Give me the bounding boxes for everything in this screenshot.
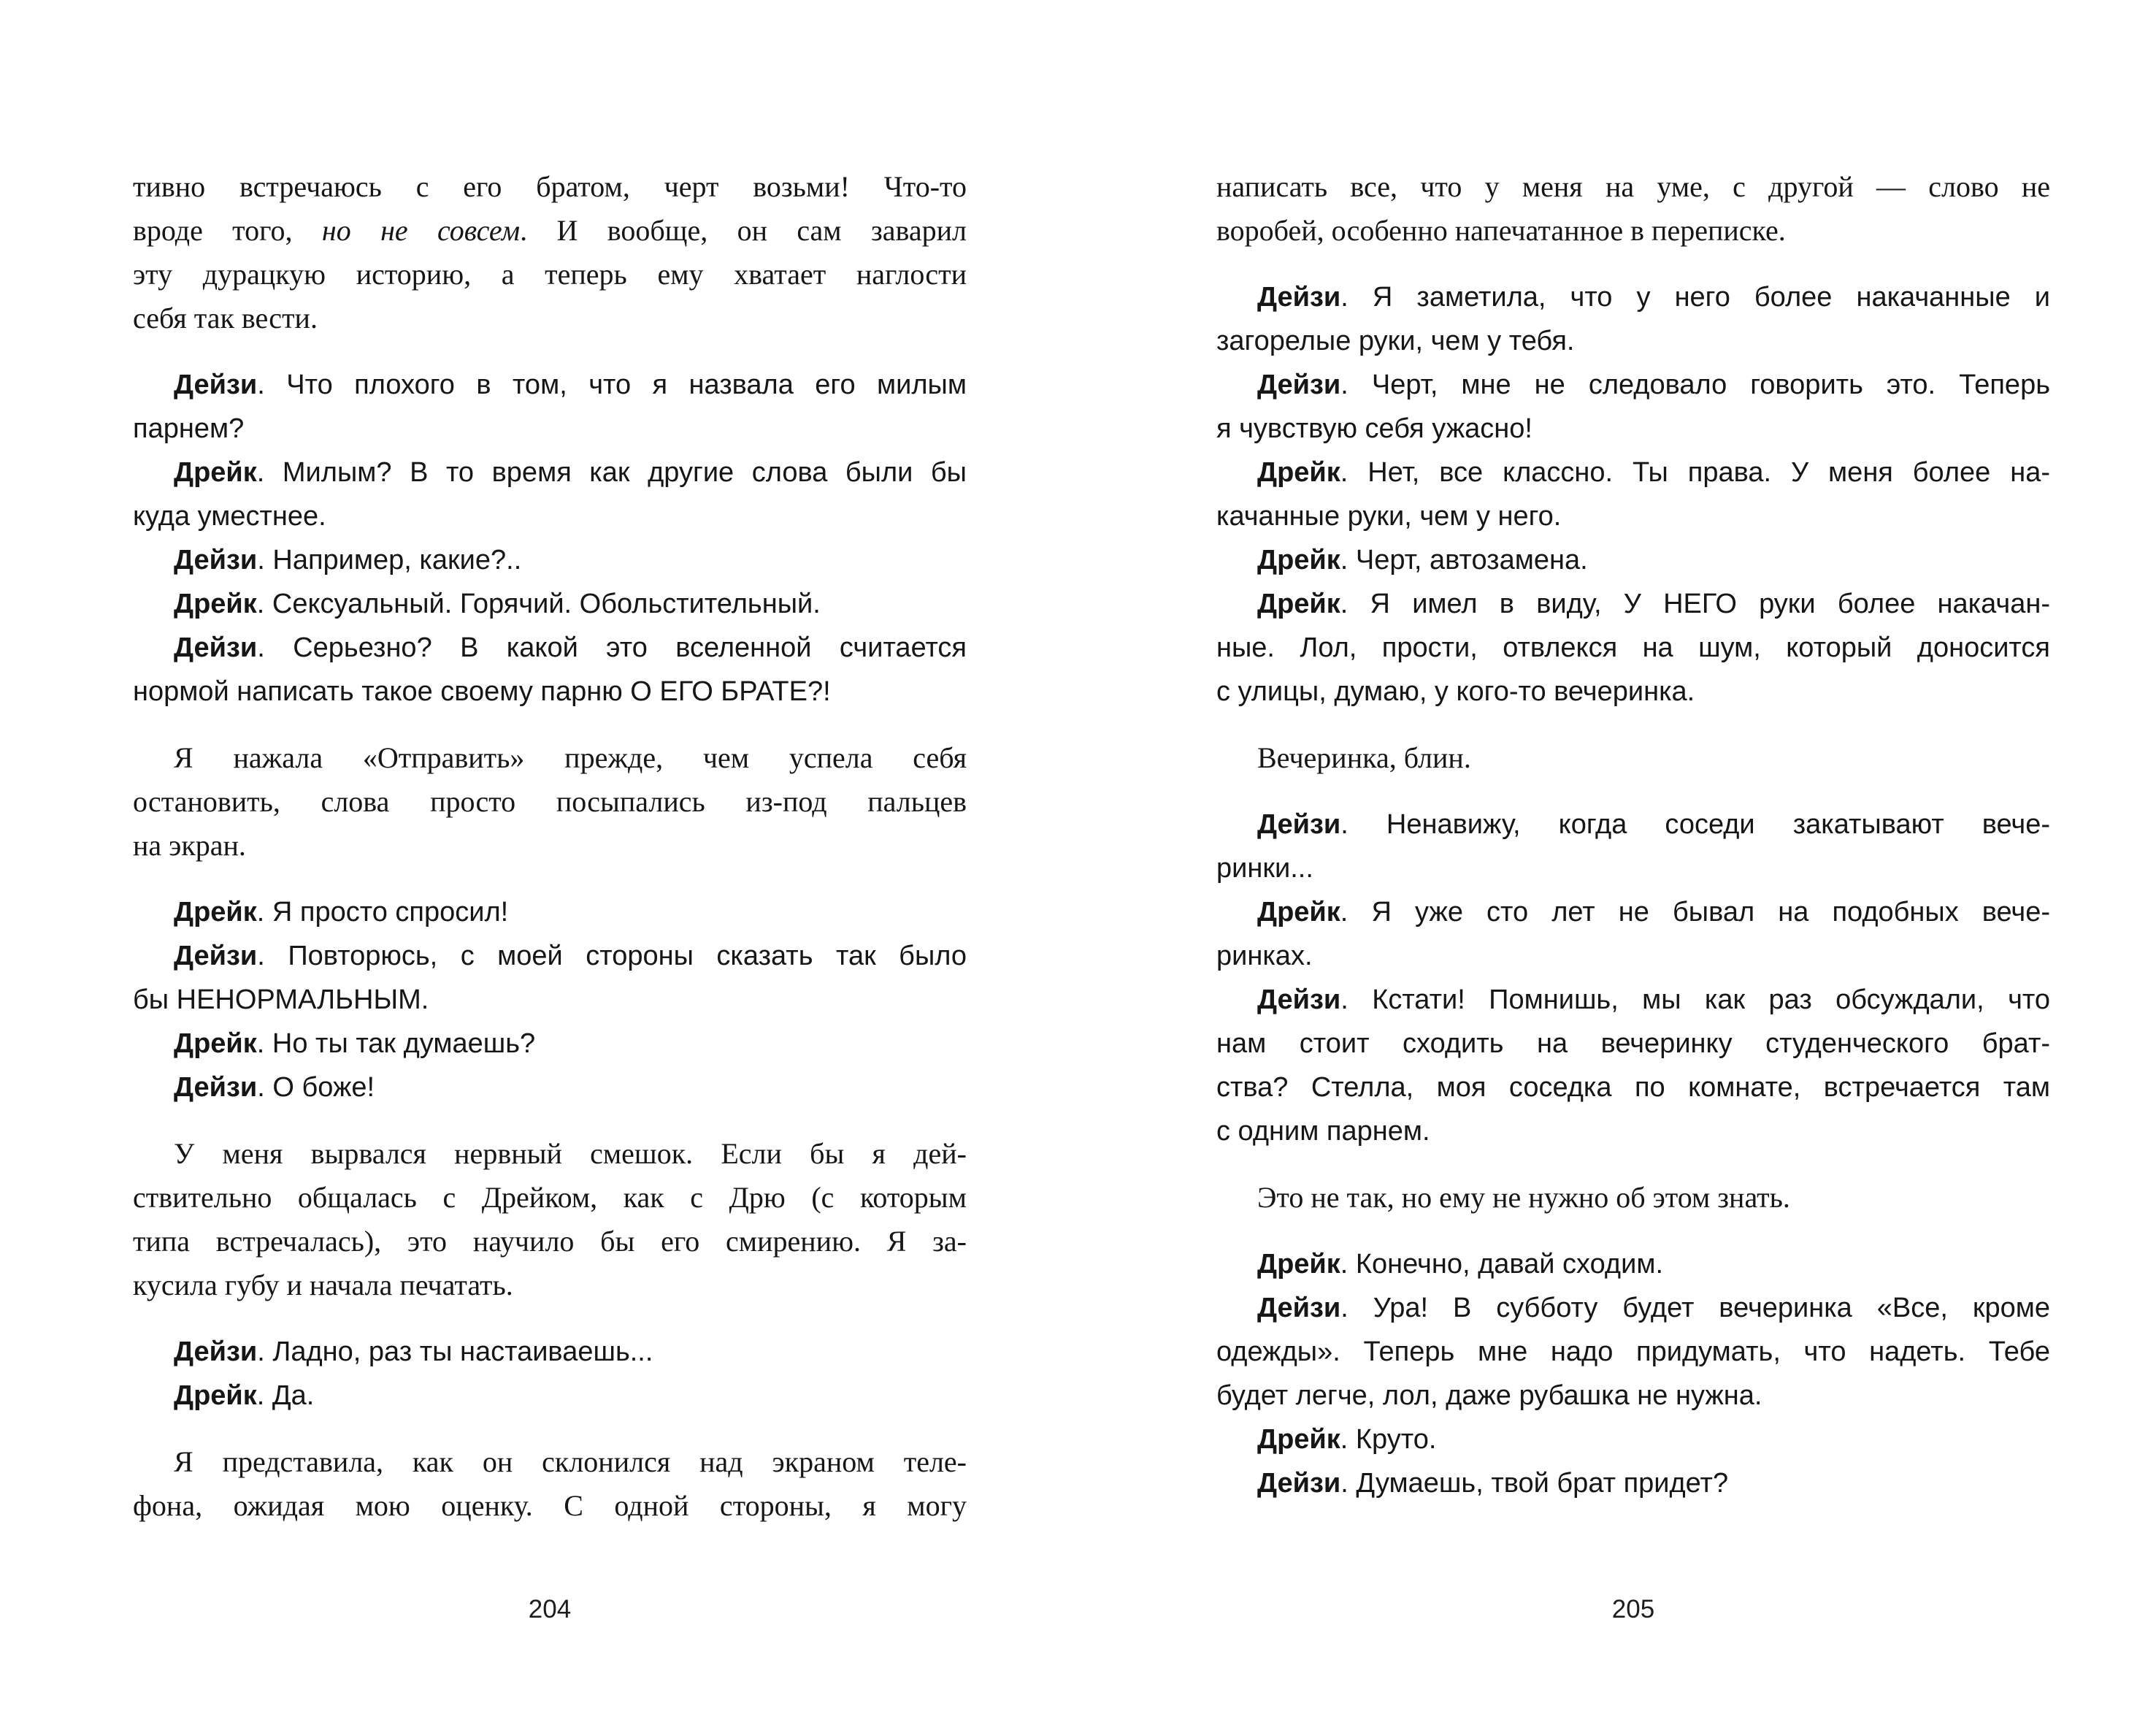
text-line <box>1216 319 2050 363</box>
dialog-paragraph <box>1216 363 2050 451</box>
text-line <box>1216 803 2050 846</box>
text-line <box>1216 1109 2050 1153</box>
text-line <box>1216 1286 2050 1330</box>
text-line <box>133 978 967 1022</box>
text-segment: . Я заметила, что у него более накачанные и <box>1340 282 2050 313</box>
speaker-name: Дрейк <box>1257 897 1340 927</box>
dialog-paragraph <box>1216 890 2050 978</box>
dialog-paragraph <box>133 626 967 714</box>
text-line <box>1216 1330 2050 1374</box>
text-segment: . Ладно, раз ты настаиваешь... <box>257 1336 653 1367</box>
narration-block <box>1216 1176 2050 1220</box>
dialog-paragraph <box>133 1330 967 1374</box>
text-segment: одежды». Теперь мне надо придумать, что надеть. Тебе <box>1216 1336 2050 1367</box>
text-segment: . Например, какие?.. <box>257 545 522 575</box>
text-segment: Вечеринка, блин. <box>1257 741 1471 774</box>
text-area <box>1216 0 2050 1505</box>
text-line <box>1216 363 2050 407</box>
speaker-name: Дрейк <box>174 589 257 619</box>
text-line <box>1216 209 2050 253</box>
text-line <box>133 1176 967 1220</box>
narration-block <box>133 736 967 868</box>
text-segment: ные. Лол, прости, отвлекся на шум, который доносится <box>1216 632 2050 663</box>
text-segment: ринки... <box>1216 853 1313 884</box>
text-area <box>133 0 967 1528</box>
text-line <box>133 890 967 934</box>
speaker-name: Дейзи <box>174 1336 258 1367</box>
text-segment: . Я имел в виду, У НЕГО руки более накачан- <box>1340 589 2050 619</box>
dialog-paragraph <box>1216 538 2050 582</box>
text-line <box>1216 1176 2050 1220</box>
text-line <box>133 1374 967 1418</box>
narration-paragraph <box>133 165 967 340</box>
text-segment: . Серьезно? В какой это вселенной считается <box>257 632 967 663</box>
text-line <box>1216 1418 2050 1461</box>
speaker-name: Дейзи <box>1257 370 1341 400</box>
text-line <box>1216 538 2050 582</box>
text-segment: парнем? <box>133 413 245 444</box>
text-line <box>133 1484 967 1528</box>
speaker-name: Дейзи <box>174 941 258 971</box>
dialog-paragraph <box>133 934 967 1022</box>
narration-paragraph <box>133 736 967 868</box>
speaker-name: Дейзи <box>1257 1293 1341 1323</box>
text-segment: . Что плохого в том, что я назвала его милым <box>257 370 967 400</box>
text-line <box>133 451 967 494</box>
text-line <box>1216 451 2050 494</box>
speaker-name: Дрейк <box>1257 545 1340 575</box>
narration-block <box>133 1132 967 1307</box>
text-segment: куда уместнее. <box>133 501 326 532</box>
dialog-block <box>133 890 967 1109</box>
text-line <box>1216 670 2050 714</box>
text-line <box>133 1022 967 1066</box>
text-segment: качанные руки, чем у него. <box>1216 501 1562 532</box>
text-line <box>133 1220 967 1263</box>
text-segment: Это не так, но ему не нужно об этом знать. <box>1257 1181 1790 1214</box>
text-segment: я чувствую себя ужасно! <box>1216 413 1532 444</box>
text-segment: с одним парнем. <box>1216 1116 1430 1147</box>
speaker-name: Дейзи <box>1257 282 1341 313</box>
text-segment: . Повторюсь, с моей стороны сказать так было <box>257 941 967 971</box>
dialog-paragraph <box>133 363 967 451</box>
text-line <box>133 582 967 626</box>
text-line <box>133 407 967 451</box>
text-segment: . Ура! В субботу будет вечеринка «Все, кроме <box>1340 1293 2050 1323</box>
text-line <box>133 538 967 582</box>
text-segment: . Конечно, давай сходим. <box>1340 1249 1664 1280</box>
text-segment: загорелые руки, чем у тебя. <box>1216 326 1575 356</box>
text-segment: типа встречалась), это научило бы его смирению. Я за- <box>133 1225 967 1258</box>
dialog-block <box>1216 275 2050 714</box>
text-line <box>1216 736 2050 780</box>
text-line <box>1216 407 2050 451</box>
text-line <box>1216 1461 2050 1505</box>
text-line <box>133 209 967 253</box>
text-line <box>1216 582 2050 626</box>
narration-block <box>133 1440 967 1528</box>
text-segment: Я представила, как он склонился над экраном теле- <box>174 1445 967 1478</box>
text-line <box>133 494 967 538</box>
dialog-paragraph <box>133 1022 967 1066</box>
text-line <box>133 626 967 670</box>
text-line <box>1216 1374 2050 1418</box>
text-line <box>133 165 967 209</box>
narration-paragraph <box>133 1440 967 1528</box>
text-line <box>1216 890 2050 934</box>
dialog-paragraph <box>1216 1461 2050 1505</box>
text-segment: ринках. <box>1216 941 1313 971</box>
narration-block <box>1216 736 2050 780</box>
dialog-paragraph <box>1216 1242 2050 1286</box>
text-segment: кусила губу и начала печатать. <box>133 1269 513 1301</box>
text-line <box>1216 626 2050 670</box>
page-number: 205 <box>1611 1595 1655 1623</box>
narration-paragraph <box>1216 736 2050 780</box>
text-line <box>1216 1022 2050 1066</box>
dialog-paragraph <box>1216 1286 2050 1418</box>
text-segment: . Думаешь, твой брат придет? <box>1340 1468 1729 1499</box>
text-segment: будет легче, лол, даже рубашка не нужна. <box>1216 1380 1762 1411</box>
text-segment: себя так вести. <box>133 302 318 334</box>
text-segment: . Нет, все классно. Ты права. У меня более на- <box>1340 457 2050 488</box>
page-204 <box>133 0 967 1725</box>
text-line <box>1216 1242 2050 1286</box>
text-line <box>133 1066 967 1109</box>
dialog-paragraph <box>133 451 967 538</box>
speaker-name: Дейзи <box>174 370 258 400</box>
speaker-name: Дрейк <box>1257 457 1340 488</box>
dialog-paragraph <box>1216 451 2050 538</box>
speaker-name: Дрейк <box>174 1028 257 1059</box>
text-line <box>1216 978 2050 1022</box>
dialog-paragraph <box>1216 275 2050 363</box>
text-segment: . Милым? В то время как другие слова были бы <box>256 457 967 488</box>
page-number: 204 <box>528 1595 572 1623</box>
narration-block <box>133 165 967 340</box>
speaker-name: Дрейк <box>174 1380 257 1411</box>
dialog-block <box>133 363 967 714</box>
text-segment: написать все, что у меня на уме, с другой — слово не <box>1216 170 2050 203</box>
speaker-name: Дрейк <box>1257 1424 1340 1455</box>
text-line <box>133 934 967 978</box>
text-line <box>133 670 967 714</box>
text-line <box>133 363 967 407</box>
text-line <box>133 1330 967 1374</box>
dialog-paragraph <box>133 890 967 934</box>
speaker-name: Дейзи <box>174 632 258 663</box>
text-line <box>133 297 967 340</box>
text-line <box>133 736 967 780</box>
speaker-name: Дрейк <box>1257 589 1340 619</box>
text-line <box>133 824 967 868</box>
speaker-name: Дейзи <box>1257 809 1341 840</box>
text-segment: на экран. <box>133 829 246 862</box>
text-segment: . Круто. <box>1340 1424 1437 1455</box>
text-segment: . Я просто спросил! <box>256 897 509 927</box>
dialog-block <box>133 1330 967 1418</box>
text-line <box>133 1440 967 1484</box>
dialog-paragraph <box>133 1374 967 1418</box>
text-segment: бы НЕНОРМАЛЬНЫМ. <box>133 984 429 1015</box>
speaker-name: Дрейк <box>174 897 257 927</box>
text-line <box>1216 934 2050 978</box>
narration-block <box>1216 165 2050 253</box>
text-segment: эту дурацкую историю, а теперь ему хватает наглости <box>133 258 967 291</box>
text-segment: . Ненавижу, когда соседи закатывают вече- <box>1340 809 2050 840</box>
dialog-block <box>1216 1242 2050 1505</box>
text-line <box>133 1263 967 1307</box>
text-segment: . Да. <box>256 1380 315 1411</box>
text-segment: Я нажала «Отправить» прежде, чем успела себя <box>174 741 967 774</box>
text-segment: . Черт, автозамена. <box>1340 545 1588 575</box>
dialog-paragraph <box>133 582 967 626</box>
page-205 <box>1216 0 2050 1725</box>
speaker-name: Дрейк <box>1257 1249 1340 1280</box>
text-segment: с улицы, думаю, у кого-то вечеринка. <box>1216 676 1695 707</box>
text-line <box>1216 494 2050 538</box>
text-segment: тивно встречаюсь с его братом, черт возьми! Что-то <box>133 170 967 203</box>
text-segment: воробей, особенно напечатанное в переписке. <box>1216 214 1786 247</box>
dialog-paragraph <box>1216 978 2050 1153</box>
text-segment: нормой написать такое своему парню О ЕГО БРАТЕ?! <box>133 676 831 707</box>
text-segment: . Но ты так думаешь? <box>256 1028 536 1059</box>
dialog-paragraph <box>1216 1418 2050 1461</box>
speaker-name: Дейзи <box>1257 1468 1341 1499</box>
text-line <box>133 1132 967 1176</box>
dialog-paragraph <box>1216 582 2050 714</box>
dialog-block <box>1216 803 2050 1153</box>
italic-phrase: но не совсем <box>321 214 521 247</box>
text-line <box>1216 1066 2050 1109</box>
speaker-name: Дейзи <box>174 1072 258 1103</box>
text-segment: ства? Стелла, моя соседка по комнате, встречается там <box>1216 1072 2050 1103</box>
text-line <box>133 253 967 297</box>
text-segment: остановить, слова просто посыпались из-под пальцев <box>133 785 967 818</box>
text-segment: . О боже! <box>257 1072 375 1103</box>
narration-paragraph <box>1216 1176 2050 1220</box>
text-line <box>1216 846 2050 890</box>
text-line <box>133 780 967 824</box>
speaker-name: Дрейк <box>174 457 257 488</box>
narration-paragraph <box>133 1132 967 1307</box>
dialog-paragraph <box>133 1066 967 1109</box>
text-segment: нам стоит сходить на вечеринку студенческого брат- <box>1216 1028 2050 1059</box>
dialog-paragraph <box>1216 803 2050 890</box>
dialog-paragraph <box>133 538 967 582</box>
text-line <box>1216 165 2050 209</box>
text-segment: . Кстати! Помнишь, мы как раз обсуждали, что <box>1340 984 2050 1015</box>
narration-paragraph <box>1216 165 2050 253</box>
text-segment: вроде того, <box>133 214 322 247</box>
text-segment: . Сексуальный. Горячий. Обольстительный. <box>256 589 821 619</box>
speaker-name: Дейзи <box>1257 984 1341 1015</box>
speaker-name: Дейзи <box>174 545 258 575</box>
text-segment: . И вообще, он сам заварил <box>520 214 967 247</box>
text-segment: У меня вырвался нервный смешок. Если бы я дей- <box>174 1137 967 1170</box>
text-segment: ствительно общалась с Дрейком, как с Дрю (с которым <box>133 1181 967 1214</box>
text-line <box>1216 275 2050 319</box>
text-segment: . Я уже сто лет не бывал на подобных вече- <box>1340 897 2050 927</box>
text-segment: фона, ожидая мою оценку. С одной стороны, я могу <box>133 1489 967 1522</box>
text-segment: . Черт, мне не следовало говорить это. Теперь <box>1340 370 2050 400</box>
